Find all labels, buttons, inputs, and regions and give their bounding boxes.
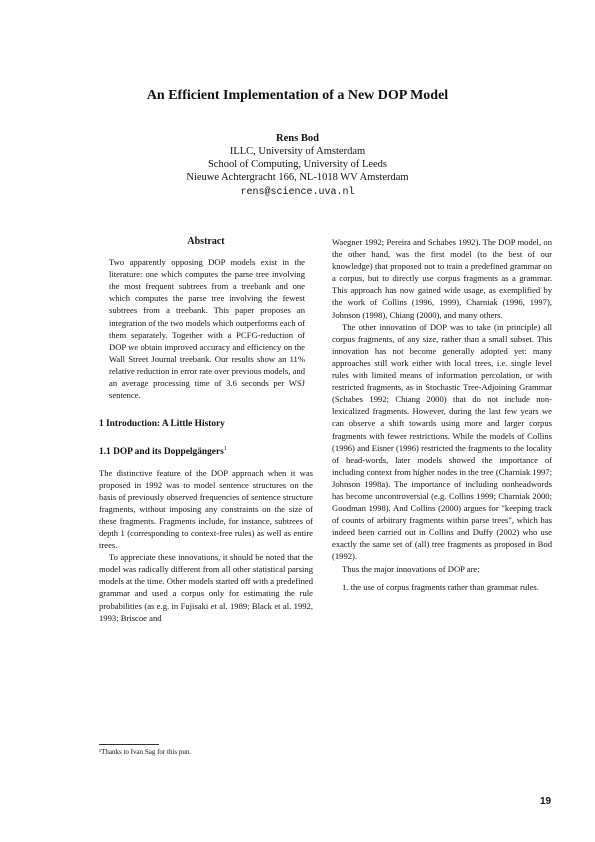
- left-paragraph-2: To appreciate these innovations, it should be noted that the model was radically different from all other statistical parsing models at the time. Other models started off with a predefined grammar and used a corpus only for estimating the rule probabilities (as e.g. in Fujisaki et al. 1989; Black et al. 1992, 1993; Briscoe and: [99, 552, 313, 623]
- author-block: [0, 132, 595, 199]
- address: Nieuwe Achtergracht 166, NL-1018 WV Amsterdam: [186, 172, 409, 183]
- section-1-heading: 1 Introduction: A Little History: [99, 419, 225, 430]
- page-number: 19: [540, 796, 552, 807]
- affiliation-1: ILLC, University of Amsterdam: [229, 146, 366, 157]
- abstract-heading: Abstract: [187, 236, 225, 247]
- footnote-mark: 1: [223, 446, 227, 453]
- author-name: Rens Bod: [276, 133, 319, 144]
- footnote-rule: [99, 744, 159, 745]
- right-paragraph-1: Waegner 1992; Pereira and Schabes 1992). The DOP model, on the other hand, was the first model (to the best of our knowledge) that proposed not to train a predefined grammar on a corpus, but to directly use corpus fragments as a grammar. This approach has now gained wide usage, as exemplified by the work of Collins (1996, 1999), Charniak (1996, 1997), Johnson (1998), Chiang (2000), and many others.: [332, 237, 552, 320]
- paper-title: An Efficient Implementation of a New DOP Model: [146, 88, 449, 103]
- left-column: [99, 236, 313, 624]
- section-1-1-heading: [99, 443, 313, 458]
- right-paragraph-3: Thus the major innovations of DOP are:: [342, 563, 480, 574]
- footnote: ¹Thanks to Ivan Sag for this pun.: [99, 748, 192, 756]
- section-1-1-title: 1.1 DOP and its Doppelgängers: [99, 447, 224, 458]
- abstract-text: Two apparently opposing DOP models exist in the literature: one which computes the parse tree involving the most frequent subtrees from a treebank and one which computes the parse tree involving the fewest subtrees from a treebank. This paper proposes an integration of the two models which outperforms each of them separately. Together with a PCFG-reduction of DOP we obtain improved accuracy and efficiency on the Wall Street Journal treebank. Our results show an 11% relative reduction in error rate over previous models, and an average processing time of 3.6 seconds per WSJ sentence.: [109, 257, 305, 401]
- list-item-1: 1. the use of corpus fragments rather than grammar rules.: [342, 581, 539, 592]
- right-column: [332, 236, 552, 593]
- left-paragraph-1: The distinctive feature of the DOP approach when it was proposed in 1992 was to model sentence structures on the basis of previously observed frequencies of sentence structure fragments, without imposing any constraints on the size of these fragments. Fragments include, for instance, subtrees of depth 1 (corresponding to context-free rules) as well as entire trees.: [99, 467, 313, 551]
- right-paragraph-2: The other innovation of DOP was to take (in principle) all corpus fragments, of any size, rather than a small subset. This innovation has not become generally adopted yet: many approaches still work either with local trees, i.e. single level rules with limited means of information percolation, or with restricted fragments, as in Stochastic Tree-Adjoining Grammar (Schabes 1992; Chiang 2000) that do not include non-lexicalized fragments. However, during the last few years we can observe a shift towards using more and larger corpus fragments with fewer restrictions. While the models of Collins (1996) and Eisner (1996) restricted the fragments to the locality of head-words, later models showed the importance of including context from higher nodes in the tree (Charniak 1997; Johnson 1998a). The importance of including nonheadwords has become uncontroversial (e.g. Collins 1999; Charniak 2000; Goodman 1998). And Collins (2000) argues for "keeping track of counts of arbitrary fragments within parse trees", which has indeed been carried out in Collins and Duffy (2002) who use exactly the same set of (all) tree fragments as proposed in Bod (1992).: [332, 321, 552, 562]
- email: rens@science.uva.nl: [240, 187, 355, 198]
- affiliation-2: School of Computing, University of Leeds: [207, 159, 388, 170]
